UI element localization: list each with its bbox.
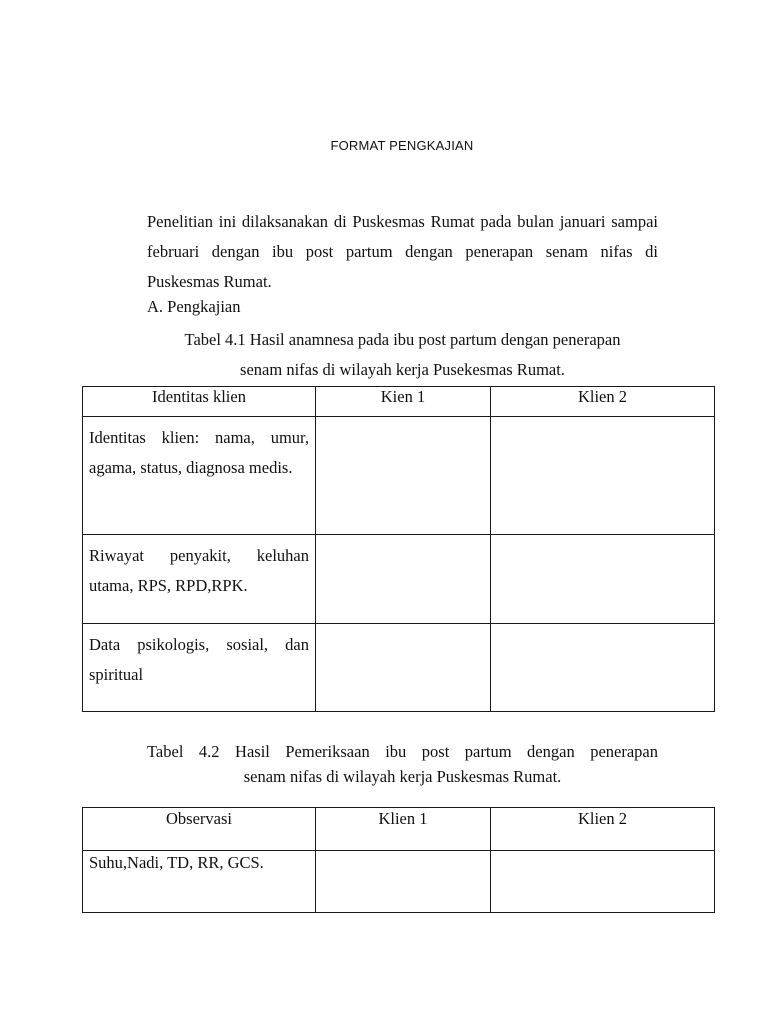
row-label-riwayat: Riwayat penyakit, keluhan utama, RPS, RPD,RPK. [89,546,309,595]
klien2-cell [491,624,715,712]
klien1-cell [316,624,491,712]
row-label-cell [83,417,316,535]
row-label-observasi: Suhu,Nadi, TD, RR, GCS. [89,853,264,872]
pemeriksaan-table [82,807,715,913]
column-header-observasi: Observasi [83,808,316,851]
column-header-klien2: Klien 2 [491,808,715,851]
table-header-row [83,387,715,417]
klien2-cell [491,535,715,624]
table2-caption [147,739,658,789]
table-header-row [83,808,715,851]
klien1-cell [316,535,491,624]
document-title: FORMAT PENGKAJIAN [330,138,474,153]
klien2-cell [491,851,715,913]
column-header-klien2: Klien 2 [491,387,715,417]
row-label-cell [83,624,316,712]
table1-caption-line2: senam nifas di wilayah kerja Pusekesmas Rumat. [240,360,565,379]
klien2-cell [491,417,715,535]
row-label-psikologis: Data psikologis, sosial, dan spiritual [89,635,309,684]
klien1-cell [316,417,491,535]
row-label-cell [83,535,316,624]
table2-caption-line2: senam nifas di wilayah kerja Puskesmas Rumat. [243,767,562,786]
row-label-cell [83,851,316,913]
table1-caption-line1: Tabel 4.1 Hasil anamnesa pada ibu post partum dengan penerapan [184,330,621,349]
table-row [83,851,715,913]
anamnesa-table [82,386,715,712]
table-row [83,624,715,712]
table-row [83,417,715,535]
row-label-identitas: Identitas klien: nama, umur, agama, status, diagnosa medis. [89,428,309,477]
table-row [83,535,715,624]
section-heading: A. Pengkajian [147,297,241,316]
column-header-klien1: Kien 1 [316,387,491,417]
table2-caption-line1: Tabel 4.2 Hasil Pemeriksaan ibu post partum dengan penerapan [147,742,658,761]
klien1-cell [316,851,491,913]
intro-paragraph: Penelitian ini dilaksanakan di Puskesmas Rumat pada bulan januari sampai februari dengan ibu post partum dengan penerapan senam nifas di Puskesmas Rumat. [147,212,658,291]
column-header-identitas: Identitas klien [83,387,316,417]
table1-caption [147,325,658,385]
column-header-klien1: Klien 1 [316,808,491,851]
